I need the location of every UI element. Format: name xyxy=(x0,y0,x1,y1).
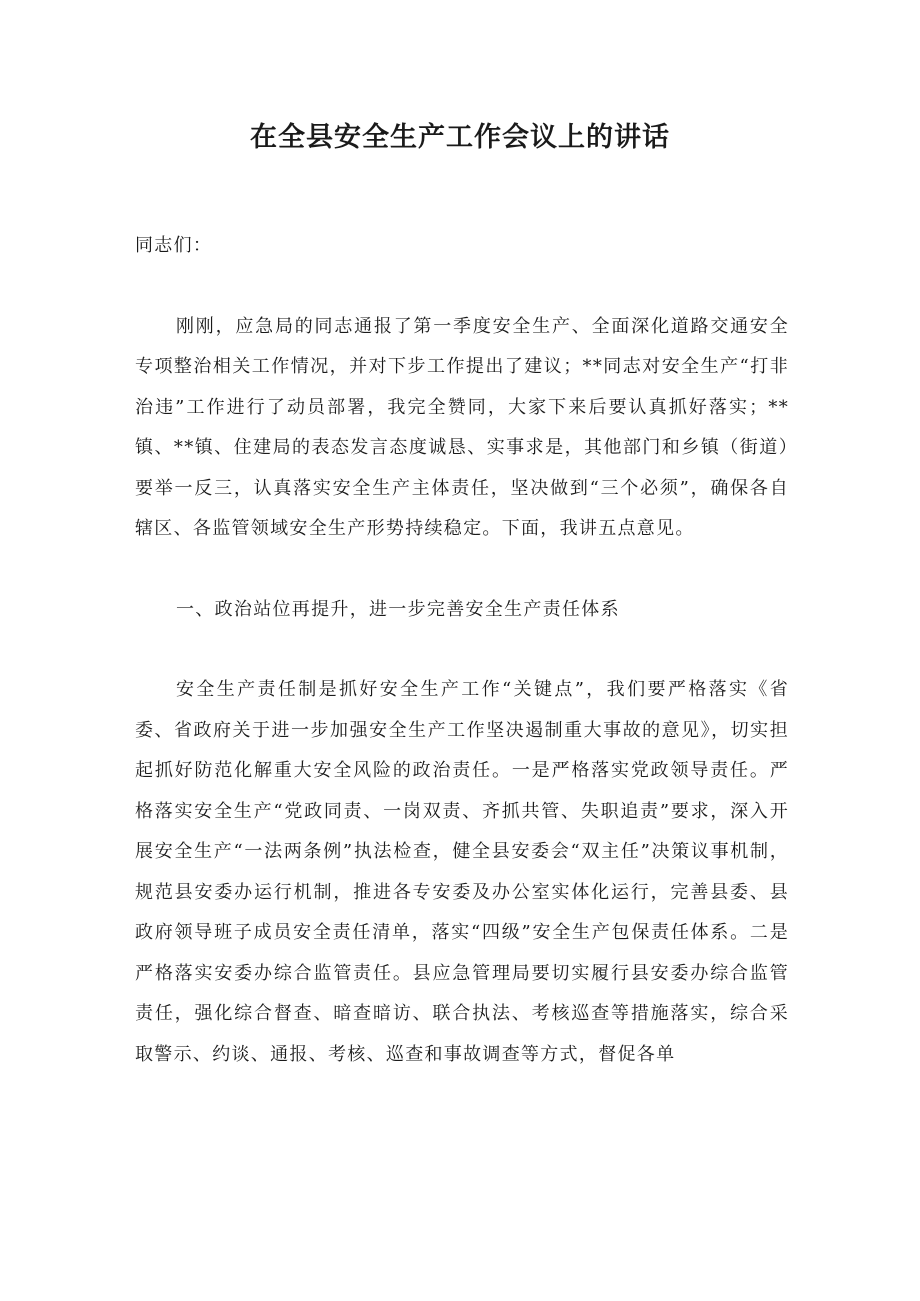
section-heading-1: 一、政治站位再提升，进一步完善安全生产责任体系 xyxy=(176,598,620,620)
salutation: 同志们： xyxy=(135,235,213,256)
document-title: 在全县安全生产工作会议上的讲话 xyxy=(250,122,670,153)
section-1-paragraph: 安全生产责任制是抓好安全生产工作“关键点”，我们要严格落实《省委、省政府关于进一步加强安全生产工作坚决遏制重大事故的意见》，切实担起抓好防范化解重大安全风险的政治责任。一是严格落实党政领导责任。严格落实安全生产“党政同责、一岗双责、齐抓共管、失职追责”要求，深入开展安全生产“一法两条例”执法检查，健全县安委会“双主任”决策议事机制，规范县安委办运行机制，推进各专安委及办公室实体化运行，完善县委、县政府领导班子成员安全责任清单，落实“四级”安全生产包保责任体系。二是严格落实安委办综合监管责任。县应急管理局要切实履行县安委办综合监管责任，强化综合督查、暗查暗访、联合执法、考核巡查等措施落实，综合采取警示、约谈、通报、考核、巡查和事故调查等方式，督促各单 xyxy=(135,679,789,1065)
opening-paragraph: 刚刚，应急局的同志通报了第一季度安全生产、全面深化道路交通安全专项整治相关工作情况，并对下步工作提出了建议；**同志对安全生产“打非治违”工作进行了动员部署，我完全赞同，大家下来后要认真抓好落实；**镇、**镇、住建局的表态发言态度诚恳、实事求是，其他部门和乡镇（街道）要举一反三，认真落实安全生产主体责任，坚决做到“三个必须”，确保各自辖区、各监管领域安全生产形势持续稳定。下面，我讲五点意见。 xyxy=(135,315,789,539)
document-body xyxy=(135,226,789,1075)
